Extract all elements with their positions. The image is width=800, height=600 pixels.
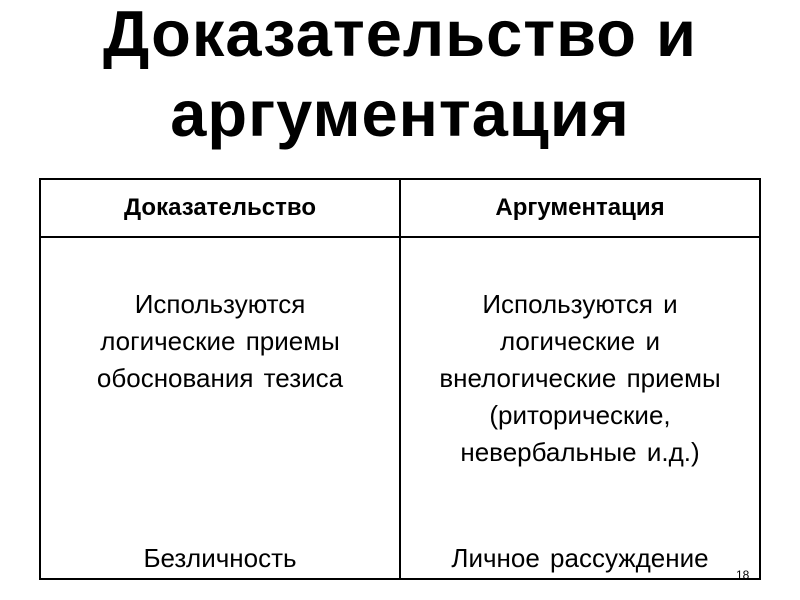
argumentation-line: логические и — [499, 326, 661, 356]
cell-proof — [40, 237, 400, 579]
proof-line: обоснования тезиса — [96, 363, 344, 393]
slide-title — [0, 0, 800, 154]
argumentation-description — [401, 286, 759, 471]
header-argumentation: Аргументация — [400, 179, 760, 237]
table-header-row — [40, 179, 760, 237]
proof-description — [41, 286, 399, 397]
argumentation-line: (риторические, — [489, 400, 671, 430]
argumentation-trait: Личное рассуждение — [451, 543, 709, 573]
slide-title-line-2: аргументация — [170, 77, 630, 150]
proof-line: Используются — [134, 289, 306, 319]
slide-title-line-1: Доказательство и — [103, 0, 697, 70]
argumentation-line: невербальные и.д.) — [460, 437, 700, 467]
comparison-table — [39, 178, 761, 580]
table-row — [40, 237, 760, 579]
proof-line: логические приемы — [100, 326, 340, 356]
argumentation-line: Используются и — [482, 289, 678, 319]
argumentation-line: внелогические приемы — [439, 363, 721, 393]
header-proof: Доказательство — [40, 179, 400, 237]
page-number: 18 — [736, 568, 750, 582]
cell-argumentation — [400, 237, 760, 579]
proof-trait: Безличность — [143, 543, 297, 573]
